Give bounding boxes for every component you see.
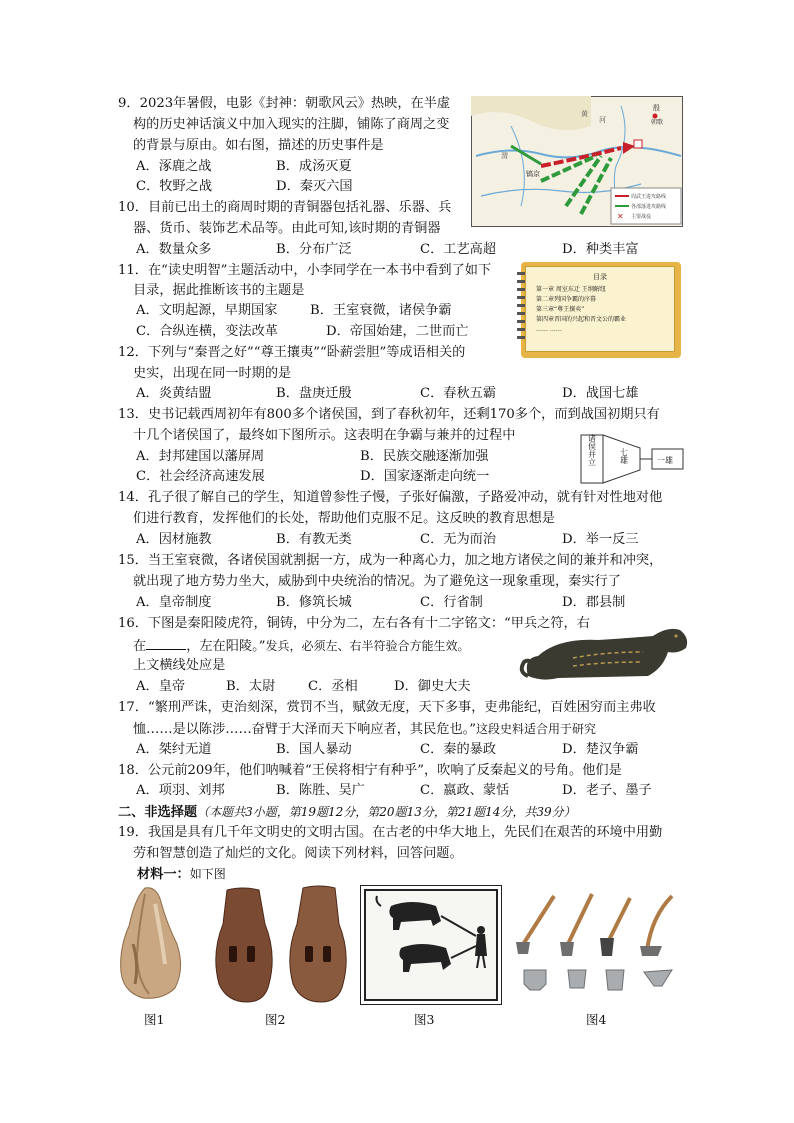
diagram-zhuhou: 诸侯并立 bbox=[587, 434, 597, 466]
q18-line-1: 18．公元前209年，他们呐喊着“王侯将相宁有种乎”，吹响了反秦起义的号角。他们是 bbox=[118, 763, 622, 778]
q10-option-c: C．工艺高超 bbox=[420, 242, 497, 257]
q18-option-b: B．陈胜、吴广 bbox=[276, 783, 365, 798]
legend-red: 周武王进攻路线 bbox=[631, 194, 667, 200]
q15-line-2: 就出现了地方势力坐大，威胁到中央统治的情况。为了避免这一现象重现，秦实行了 bbox=[133, 574, 621, 589]
q12-option-b: B．盘庚迁殷 bbox=[276, 386, 352, 401]
q15-option-a: A．皇帝制度 bbox=[136, 595, 212, 610]
figure-4-farming-tools bbox=[512, 886, 690, 1004]
q12-option-d: D．战国七雄 bbox=[562, 386, 639, 401]
section2-heading bbox=[118, 802, 576, 823]
q14-line-1: 14．孔子很了解自己的学生，知道曾参性子慢，子张好偏激，子路爱冲动，就有针对性地对他 bbox=[118, 490, 663, 505]
q15-option-b: B．修筑长城 bbox=[276, 595, 352, 610]
q13-line-2: 十几个诸侯国了，最终如下图所示。这表明在争霸与兼并的过程中 bbox=[133, 428, 516, 443]
q12-line-1: 12．下列与“秦晋之好”“尊王攘夷”“卧薪尝胆”等成语相关的 bbox=[118, 345, 466, 360]
caption-fig-4: 图4 bbox=[586, 1012, 607, 1027]
book-item-1: 第一章 周室东迁 王纲解纽 bbox=[536, 286, 606, 293]
book-contents-image bbox=[521, 262, 681, 358]
legend-battle: 主要战役 bbox=[631, 214, 652, 220]
q16-line-2c: 发兵，必须左、右半符验合方能生效。 bbox=[265, 639, 470, 653]
q13-option-b: B．民族交融逐渐加强 bbox=[360, 449, 489, 464]
diagram-qixiong: 七雄 bbox=[619, 448, 629, 464]
q12-option-a: A．炎黄结盟 bbox=[136, 386, 212, 401]
material-1-label: 材料一： bbox=[137, 867, 190, 882]
q17-option-c: C．秦的暴政 bbox=[420, 742, 497, 757]
label-huang: 黄 bbox=[581, 110, 588, 118]
q17-line-2 bbox=[133, 719, 596, 740]
q9-option-d: D．秦灭六国 bbox=[276, 179, 353, 194]
section2-title: 二、非选择题 bbox=[118, 805, 198, 820]
q9-option-c: C．牧野之战 bbox=[136, 179, 213, 194]
q16-line-2a: 在 bbox=[133, 639, 147, 654]
diagram-yixiong: 一雄 bbox=[657, 456, 673, 465]
q12-line-2: 史实，出现在同一时期的是 bbox=[133, 366, 292, 381]
q14-option-a: A．因材施教 bbox=[136, 532, 212, 547]
q17-line-1: 17．“繁刑严诛，吏治刻深，赏罚不当，赋敛无度，天下多事，吏弗能纪，百姓困穷而主弗收 bbox=[118, 700, 656, 715]
label-zhaoge: 朝歌 bbox=[651, 119, 664, 126]
q19-line-2: 劳和智慧创造了灿烂的文化。阅读下列材料，回答问题。 bbox=[133, 846, 463, 861]
q13-line-1: 13．史书记载西周初年有800多个诸侯国，到了春秋初年，还剩170多个，而到战国初期只有 bbox=[118, 407, 660, 422]
q17-line-2b: 这段史料适合用于研究 bbox=[476, 722, 597, 736]
q11-line-2: 目录，据此推断该书的主题是 bbox=[133, 283, 305, 298]
q18-option-d: D．老子、墨子 bbox=[562, 783, 652, 798]
q13-option-d: D．国家逐渐走向统一 bbox=[360, 469, 490, 484]
q16-line-2 bbox=[133, 635, 469, 657]
q16-line-2b: ，左在阳陵。” bbox=[186, 639, 266, 654]
figure-2-bone-spades bbox=[207, 884, 357, 1006]
q18-option-c: C．嬴政、蒙恬 bbox=[420, 783, 510, 798]
q16-option-b: B．太尉 bbox=[226, 679, 276, 694]
label-wei: 渭 bbox=[501, 152, 508, 160]
q9-option-b: B．成汤灭夏 bbox=[276, 159, 352, 174]
section2-note: （本题共3小题，第19题12分，第20题13分，第21题14分，共39分） bbox=[197, 805, 576, 819]
q10-option-a: A．数量众多 bbox=[136, 242, 212, 257]
q10-line-1: 10．目前已出土的商周时期的青铜器包括礼器、乐器、兵 bbox=[118, 200, 452, 215]
book-item-2: 第二章列国争霸的序幕 bbox=[536, 296, 597, 303]
q15-line-1: 15．当王室衰微，各诸侯国就割据一方，成为一种离心力，加之地方诸侯之间的兼并和冲突， bbox=[118, 553, 663, 568]
q16-line-3: 上文横线处应是 bbox=[133, 658, 226, 673]
caption-fig-3: 图3 bbox=[414, 1012, 435, 1027]
book-title: 目录 bbox=[593, 273, 607, 281]
q15-option-c: C．行省制 bbox=[420, 595, 483, 610]
label-yin: 殷 bbox=[653, 104, 660, 112]
q11-option-c: C．合纵连横，变法改革 bbox=[136, 324, 278, 339]
book-item-4: 第四章晋国的兴起和晋文公的霸业 bbox=[536, 316, 627, 323]
caption-fig-2: 图2 bbox=[265, 1012, 286, 1027]
battle-map bbox=[471, 96, 683, 227]
material-1-text: 如下图 bbox=[189, 867, 226, 881]
q13-option-a: A．封邦建国以藩屏周 bbox=[136, 449, 265, 464]
book-item-3: 第三章“尊王攘夷” bbox=[536, 306, 585, 313]
q16-option-d: D．御史大夫 bbox=[394, 679, 471, 694]
q14-option-b: B．有教无类 bbox=[276, 532, 352, 547]
q11-option-b: B．王室衰微，诸侯争霸 bbox=[310, 303, 452, 318]
q10-line-2: 器、货币、装饰艺术品等。由此可知,该时期的青铜器 bbox=[133, 221, 441, 236]
q12-option-c: C．春秋五霸 bbox=[420, 386, 497, 401]
q13-option-c: C．社会经济高速发展 bbox=[136, 469, 265, 484]
q17-option-d: D．楚汉争霸 bbox=[562, 742, 639, 757]
q11-line-1: 11．在“读史明智”主题活动中，小李同学在一本书中看到了如下 bbox=[118, 263, 492, 278]
q17-option-b: B．国人暴动 bbox=[276, 742, 352, 757]
q16-option-c: C．丞相 bbox=[308, 679, 358, 694]
label-haojing: 镐京 bbox=[526, 170, 540, 178]
legend-green: 各部落进攻路线 bbox=[631, 204, 667, 210]
figure-1-stone-tool bbox=[115, 884, 187, 1004]
q9-option-a: A．涿鹿之战 bbox=[136, 159, 212, 174]
q9-line-3: 的背景与原由。如右图，描述的历史事件是 bbox=[133, 138, 384, 153]
answer-blank[interactable] bbox=[146, 635, 186, 650]
figure-3-ox-plowing bbox=[360, 885, 502, 1005]
caption-fig-1: 图1 bbox=[144, 1012, 165, 1027]
q11-option-a: A．文明起源，早期国家 bbox=[136, 303, 278, 318]
book-dots: …… …… bbox=[536, 326, 562, 333]
svg-text:✕: ✕ bbox=[617, 212, 624, 221]
q16-line-1: 16．下图是秦阳陵虎符，铜铸，中分为二，左右各有十二字铭文：“甲兵之符，右 bbox=[118, 616, 590, 631]
q10-option-b: B．分布广泛 bbox=[276, 242, 352, 257]
q9-line-2: 构的历史神话演义中加入现实的注脚，铺陈了商周之变 bbox=[133, 117, 450, 132]
q14-line-2: 们进行教育，发挥他们的长处，帮助他们克服不足。这反映的教育思想是 bbox=[133, 511, 555, 526]
q14-option-c: C．无为而治 bbox=[420, 532, 497, 547]
q17-line-2a: 恤……是以陈涉……奋臂于大泽而天下响应者，其民危也。” bbox=[133, 722, 477, 737]
label-he: 河 bbox=[599, 116, 606, 124]
q11-option-d: D．帝国始建，二世而亡 bbox=[326, 324, 469, 339]
q18-option-a: A．项羽、刘邦 bbox=[136, 783, 225, 798]
q10-option-d: D．种类丰富 bbox=[562, 242, 639, 257]
q9-line-1: 9．2023年暑假，电影《封神：朝歌风云》热映，在半虚 bbox=[118, 96, 451, 111]
q16-option-a: A．皇帝 bbox=[136, 679, 186, 694]
q14-option-d: D．举一反三 bbox=[562, 532, 639, 547]
funnel-diagram bbox=[580, 434, 685, 486]
tiger-tally-image bbox=[518, 618, 690, 684]
material-1 bbox=[137, 864, 226, 885]
book-binding bbox=[517, 272, 525, 342]
q19-line-1: 19．我国是具有几千年文明史的文明古国。在古老的中华大地上，先民们在艰苦的环境中用勤 bbox=[118, 825, 663, 840]
q15-option-d: D．郡县制 bbox=[562, 595, 626, 610]
q17-option-a: A．桀纣无道 bbox=[136, 742, 212, 757]
